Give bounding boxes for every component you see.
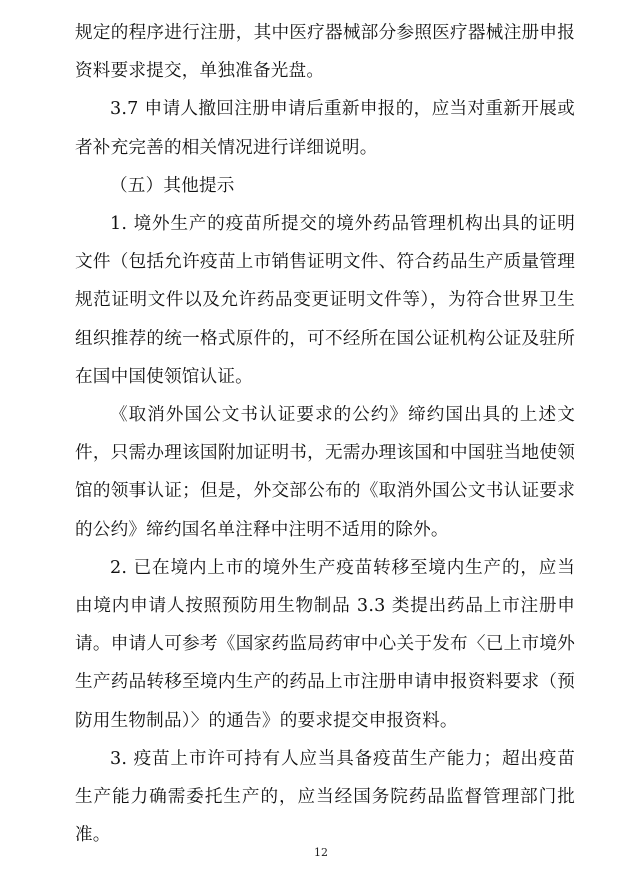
- section-heading-other-notes: （五）其他提示: [110, 175, 235, 196]
- document-body: [75, 14, 575, 854]
- paragraph-continuation: 规定的程序进行注册，其中医疗器械部分参照医疗器械注册申报资料要求提交，单独准备光盘。: [75, 23, 575, 82]
- paragraph-note-1: 1. 境外生产的疫苗所提交的境外药品管理机构出具的证明文件（包括允许疫苗上市销售证明文件、符合药品生产质量管理规范证明文件以及允许药品变更证明文件等），为符合世界卫生组织推荐的统一格式原件的，可不经所在国公证机构公证及驻所在国中国使领馆认证。: [75, 214, 575, 387]
- paragraph-note-3: 3. 疫苗上市许可持有人应当具备疫苗生产能力；超出疫苗生产能力确需委托生产的，应当经国务院药品监督管理部门批准。: [75, 748, 575, 846]
- paragraph-3-7: 3.7 申请人撤回注册申请后重新申报的，应当对重新开展或者补充完善的相关情况进行详细说明。: [75, 99, 575, 158]
- page-number: 12: [314, 846, 328, 859]
- paragraph-apostille-convention: 《取消外国公文书认证要求的公约》缔约国出具的上述文件，只需办理该国附加证明书，无需办理该国和中国驻当地使领馆的领事认证；但是，外交部公布的《取消外国公文书认证要求的公约》缔约国名单注释中注明不适用的除外。: [75, 405, 575, 540]
- paragraph-note-2: 2. 已在境内上市的境外生产疫苗转移至境内生产的，应当由境内申请人按照预防用生物制品 3.3 类提出药品上市注册申请。申请人可参考《国家药监局药审中心关于发布〈已上市境外生产药品转移至境内生产的药品上市注册申请申报资料要求（预防用生物制品）〉的通告》的要求提交申报资料。: [75, 557, 575, 731]
